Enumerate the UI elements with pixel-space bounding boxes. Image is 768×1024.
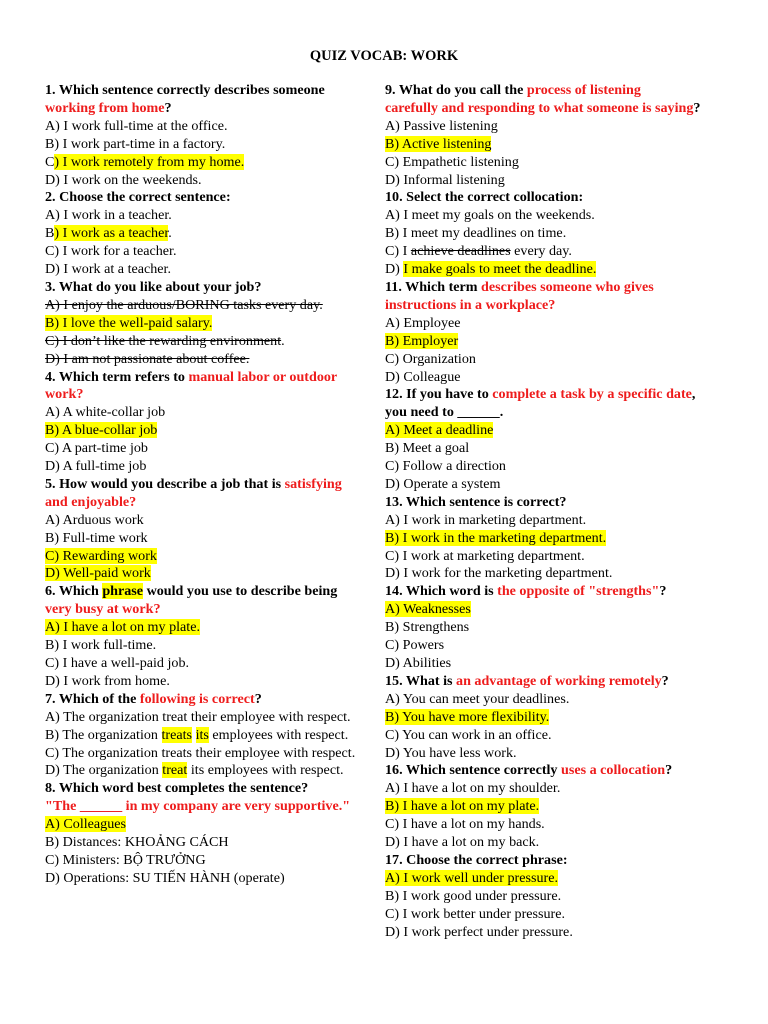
quiz-line xyxy=(385,243,730,261)
quiz-line xyxy=(45,601,380,619)
quiz-line xyxy=(45,82,380,100)
quiz-text: 6. Which xyxy=(45,583,103,600)
quiz-text: 15. What is xyxy=(385,672,457,689)
quiz-text: A) I work full-time at the office. xyxy=(45,117,228,134)
quiz-line xyxy=(385,906,730,924)
quiz-line xyxy=(385,691,730,709)
quiz-line xyxy=(385,189,730,207)
quiz-line xyxy=(385,172,730,190)
quiz-text: C) I xyxy=(385,243,411,260)
highlighted-answer-text: phrase xyxy=(102,583,144,600)
quiz-line xyxy=(385,745,730,763)
quiz-line xyxy=(385,386,730,404)
quiz-text: A) You can meet your deadlines. xyxy=(385,690,570,707)
quiz-text: 3. What do you like about your job? xyxy=(45,278,262,295)
quiz-text: A) I work in a teacher. xyxy=(45,207,172,224)
quiz-line xyxy=(385,440,730,458)
highlighted-answer-text: I make goals to meet the deadline. xyxy=(403,261,597,278)
quiz-text: 16. Which sentence correctly xyxy=(385,762,561,779)
quiz-text: 17. Choose the correct phrase: xyxy=(385,851,568,868)
quiz-line xyxy=(385,207,730,225)
quiz-line xyxy=(45,565,380,583)
quiz-text: , xyxy=(691,386,696,403)
quiz-text: 1. xyxy=(45,82,59,98)
quiz-text: D) The organization xyxy=(45,762,163,779)
quiz-line xyxy=(385,422,730,440)
quiz-text: D) I work at a teacher. xyxy=(45,261,171,278)
quiz-line xyxy=(45,476,380,494)
quiz-line xyxy=(385,404,730,422)
quiz-line xyxy=(385,762,730,780)
highlighted-answer-text: B) I work in the marketing department. xyxy=(385,529,607,546)
quiz-line xyxy=(385,261,730,279)
quiz-line xyxy=(45,870,380,888)
quiz-text: A) The organization treat their employee with respect. xyxy=(45,708,351,725)
quiz-line xyxy=(385,834,730,852)
quiz-line xyxy=(45,798,380,816)
quiz-text: D) Abilities xyxy=(385,655,452,671)
quiz-line xyxy=(385,351,730,369)
quiz-line xyxy=(45,333,380,351)
quiz-line xyxy=(45,386,380,404)
quiz-text: A) A white-collar job xyxy=(45,404,166,421)
quiz-text: 11. Which term xyxy=(385,278,482,295)
quiz-line xyxy=(45,279,380,297)
quiz-text: Which sentence correctly describes someone xyxy=(58,82,325,98)
quiz-text: process of listening xyxy=(526,82,641,98)
right-column xyxy=(385,82,730,942)
quiz-text: D) Informal listening xyxy=(385,171,505,188)
quiz-text: working from home xyxy=(45,99,165,116)
quiz-line xyxy=(45,745,380,763)
quiz-line xyxy=(385,888,730,906)
quiz-text: B) Full-time work xyxy=(45,529,148,546)
quiz-line xyxy=(385,798,730,816)
quiz-text: 2. Choose the correct sentence: xyxy=(45,189,231,206)
highlighted-answer-text: A) I have a lot on my plate. xyxy=(45,619,200,636)
quiz-line xyxy=(385,816,730,834)
quiz-line xyxy=(385,870,730,888)
quiz-text: D) Colleague xyxy=(385,368,461,385)
quiz-line xyxy=(45,261,380,279)
quiz-line xyxy=(45,852,380,870)
quiz-line xyxy=(385,601,730,619)
quiz-text: C) I work better under pressure. xyxy=(385,905,566,922)
quiz-line xyxy=(45,315,380,333)
quiz-line xyxy=(45,512,380,530)
quiz-text: you need to ______. xyxy=(385,404,504,421)
quiz-line xyxy=(385,100,730,118)
quiz-text: D) Operate a system xyxy=(385,475,501,492)
quiz-text: A) Employee xyxy=(385,314,461,331)
highlighted-answer-text: ) I work as a teacher xyxy=(54,225,169,242)
quiz-text: C) I have a lot on my hands. xyxy=(385,816,545,833)
quiz-text: B) Distances: KHOẢNG CÁCH xyxy=(45,834,229,851)
highlighted-answer-text: treat xyxy=(162,762,188,779)
quiz-text: would you use to describe being xyxy=(143,583,338,600)
quiz-line xyxy=(385,655,730,673)
quiz-line xyxy=(385,583,730,601)
highlighted-answer-text: ) I work remotely from my home. xyxy=(54,153,245,170)
quiz-line xyxy=(45,762,380,780)
quiz-text: carefully and responding to what someone is saying xyxy=(385,99,694,116)
quiz-text: A) Arduous work xyxy=(45,511,144,528)
quiz-text: A) Passive listening xyxy=(385,117,498,134)
quiz-text: D) I work perfect under pressure. xyxy=(385,923,573,940)
struck-text: achieve deadlines xyxy=(410,243,511,260)
quiz-text: work? xyxy=(45,386,84,403)
quiz-text: D) I work on the weekends. xyxy=(45,171,202,188)
quiz-line xyxy=(385,136,730,154)
quiz-line xyxy=(45,816,380,834)
quiz-line xyxy=(45,207,380,225)
quiz-text: ? xyxy=(665,762,673,779)
quiz-line xyxy=(385,530,730,548)
quiz-line xyxy=(45,709,380,727)
quiz-text: 9. What do you call the xyxy=(385,82,527,98)
quiz-line xyxy=(45,404,380,422)
quiz-text: complete a task by a specific date xyxy=(492,386,692,403)
quiz-text: ? xyxy=(693,99,701,116)
quiz-text: A) I meet my goals on the weekends. xyxy=(385,207,595,224)
quiz-text: uses a collocation xyxy=(561,762,666,779)
quiz-text: ? xyxy=(254,690,262,707)
quiz-line xyxy=(45,172,380,190)
quiz-line xyxy=(385,637,730,655)
quiz-text: C) I work for a teacher. xyxy=(45,243,177,260)
quiz-text: A) I have a lot on my shoulder. xyxy=(385,780,561,797)
highlighted-answer-text: A) Colleagues xyxy=(45,816,127,833)
quiz-line xyxy=(385,548,730,566)
quiz-text: B xyxy=(45,225,55,242)
quiz-text: B) I work part-time in a factory. xyxy=(45,135,226,152)
quiz-line xyxy=(385,673,730,691)
highlighted-answer-text: B) A blue-collar job xyxy=(45,422,158,439)
quiz-line xyxy=(45,100,380,118)
quiz-line xyxy=(385,619,730,637)
quiz-line xyxy=(385,709,730,727)
struck-text: D) I am not passionate about coffee. xyxy=(45,350,250,367)
quiz-line xyxy=(385,458,730,476)
quiz-text: . xyxy=(168,225,172,242)
quiz-line xyxy=(45,422,380,440)
highlighted-answer-text: B) I love the well-paid salary. xyxy=(45,314,213,331)
quiz-line xyxy=(385,315,730,333)
quiz-text: every day. xyxy=(510,243,572,260)
quiz-line xyxy=(45,225,380,243)
quiz-line xyxy=(45,243,380,261)
quiz-text: 5. How would you describe a job that is xyxy=(45,475,285,492)
quiz-line xyxy=(45,530,380,548)
quiz-line xyxy=(385,297,730,315)
quiz-text: D) I work from home. xyxy=(45,672,170,689)
highlighted-answer-text: A) Meet a deadline xyxy=(385,422,494,439)
struck-text: A) I enjoy the arduous/BORING tasks every day. xyxy=(45,296,323,313)
quiz-line xyxy=(45,351,380,369)
quiz-text: B) Strengthens xyxy=(385,619,470,636)
quiz-text: . xyxy=(281,332,285,349)
struck-text: C) I don’t like the rewarding environment xyxy=(45,332,282,349)
quiz-line xyxy=(45,673,380,691)
highlighted-answer-text: B) I have a lot on my plate. xyxy=(385,798,540,815)
quiz-line xyxy=(385,565,730,583)
quiz-text: D) I work for the marketing department. xyxy=(385,565,613,582)
quiz-line xyxy=(45,369,380,387)
quiz-text: ? xyxy=(661,672,669,689)
quiz-text: its employees with respect. xyxy=(187,762,344,779)
quiz-text: C) The organization treats their employee with respect. xyxy=(45,744,356,761)
quiz-line xyxy=(385,727,730,745)
quiz-text: employees with respect. xyxy=(208,726,349,743)
quiz-text: C) You can work in an office. xyxy=(385,726,552,743)
quiz-line xyxy=(385,494,730,512)
quiz-text: 12. If you have to xyxy=(385,386,493,403)
quiz-text: D) A full-time job xyxy=(45,458,147,475)
quiz-text: instructions in a workplace? xyxy=(385,296,556,313)
quiz-line xyxy=(385,82,730,100)
highlighted-answer-text: A) Weaknesses xyxy=(385,601,471,618)
quiz-text: 13. Which sentence is correct? xyxy=(385,493,567,510)
quiz-text: an advantage of working remotely xyxy=(456,672,662,689)
highlighted-answer-text: A) I work well under pressure. xyxy=(385,869,558,886)
quiz-text: and enjoyable? xyxy=(45,493,137,510)
quiz-line xyxy=(45,154,380,172)
quiz-text: very busy at work? xyxy=(45,601,161,618)
quiz-text: ? xyxy=(659,583,667,600)
page-title: QUIZ VOCAB: WORK xyxy=(309,48,459,64)
highlighted-answer-text: D) Well-paid work xyxy=(45,565,151,582)
quiz-text: following is correct xyxy=(139,690,255,707)
quiz-line xyxy=(45,548,380,566)
quiz-line xyxy=(385,225,730,243)
quiz-text: ? xyxy=(164,99,172,116)
quiz-line xyxy=(45,118,380,136)
quiz-text: 14. Which word is xyxy=(385,583,498,600)
quiz-text: 7. Which of the xyxy=(45,690,140,707)
quiz-text: B) I meet my deadlines on time. xyxy=(385,225,567,242)
quiz-text: B) I work good under pressure. xyxy=(385,887,562,904)
quiz-line xyxy=(45,619,380,637)
quiz-line xyxy=(385,780,730,798)
quiz-text: A) I work in marketing department. xyxy=(385,511,587,528)
quiz-text: "The ______ in my company are very supportive." xyxy=(45,798,351,815)
quiz-text: C) I have a well-paid job. xyxy=(45,655,190,671)
quiz-text: C) Ministers: BỘ TRƯỞNG xyxy=(45,851,206,868)
quiz-line xyxy=(385,852,730,870)
highlighted-answer-text: treats xyxy=(161,726,193,743)
quiz-text: D) xyxy=(385,261,404,278)
quiz-line xyxy=(385,154,730,172)
quiz-line xyxy=(385,476,730,494)
quiz-line xyxy=(385,118,730,136)
quiz-line xyxy=(45,297,380,315)
quiz-text: 4. Which term refers to xyxy=(45,368,189,385)
highlighted-answer-text: B) Active listening xyxy=(385,135,492,152)
quiz-text: D) I have a lot on my back. xyxy=(385,834,540,851)
quiz-line xyxy=(45,583,380,601)
quiz-text: B) I work full-time. xyxy=(45,637,157,654)
quiz-text: C xyxy=(45,153,55,170)
quiz-line xyxy=(45,727,380,745)
quiz-text: C) Empathetic listening xyxy=(385,153,519,170)
quiz-text: describes someone who gives xyxy=(481,278,654,295)
quiz-line xyxy=(45,458,380,476)
quiz-text: manual labor or outdoor xyxy=(188,368,338,385)
quiz-text: C) Powers xyxy=(385,637,445,654)
quiz-text: C) Follow a direction xyxy=(385,458,506,475)
quiz-line xyxy=(45,834,380,852)
quiz-line xyxy=(45,189,380,207)
quiz-text: C) Organization xyxy=(385,350,476,367)
quiz-line xyxy=(45,691,380,709)
quiz-text: D) You have less work. xyxy=(385,744,517,761)
quiz-text: satisfying xyxy=(284,475,342,492)
quiz-line xyxy=(45,655,380,673)
quiz-line xyxy=(45,494,380,512)
highlighted-answer-text: its xyxy=(195,726,209,743)
quiz-text: the opposite of "strengths" xyxy=(497,583,660,600)
quiz-line xyxy=(45,780,380,798)
quiz-line xyxy=(45,440,380,458)
quiz-line xyxy=(385,512,730,530)
quiz-line xyxy=(45,136,380,154)
quiz-text: D) Operations: SU TIẾN HÀNH (operate) xyxy=(45,869,285,886)
quiz-line xyxy=(45,637,380,655)
quiz-line xyxy=(385,333,730,351)
left-column xyxy=(45,82,380,888)
quiz-text: C) I work at marketing department. xyxy=(385,547,585,564)
highlighted-answer-text: B) Employer xyxy=(385,332,459,349)
quiz-line xyxy=(385,369,730,387)
quiz-text: B) The organization xyxy=(45,726,162,743)
quiz-text: 10. Select the correct collocation: xyxy=(385,189,584,206)
quiz-line xyxy=(385,279,730,297)
quiz-text: B) Meet a goal xyxy=(385,440,470,457)
quiz-line xyxy=(385,924,730,942)
quiz-text: 8. Which word best completes the sentence? xyxy=(45,780,309,797)
highlighted-answer-text: B) You have more flexibility. xyxy=(385,708,550,725)
quiz-text: C) A part-time job xyxy=(45,440,148,457)
highlighted-answer-text: C) Rewarding work xyxy=(45,547,157,564)
